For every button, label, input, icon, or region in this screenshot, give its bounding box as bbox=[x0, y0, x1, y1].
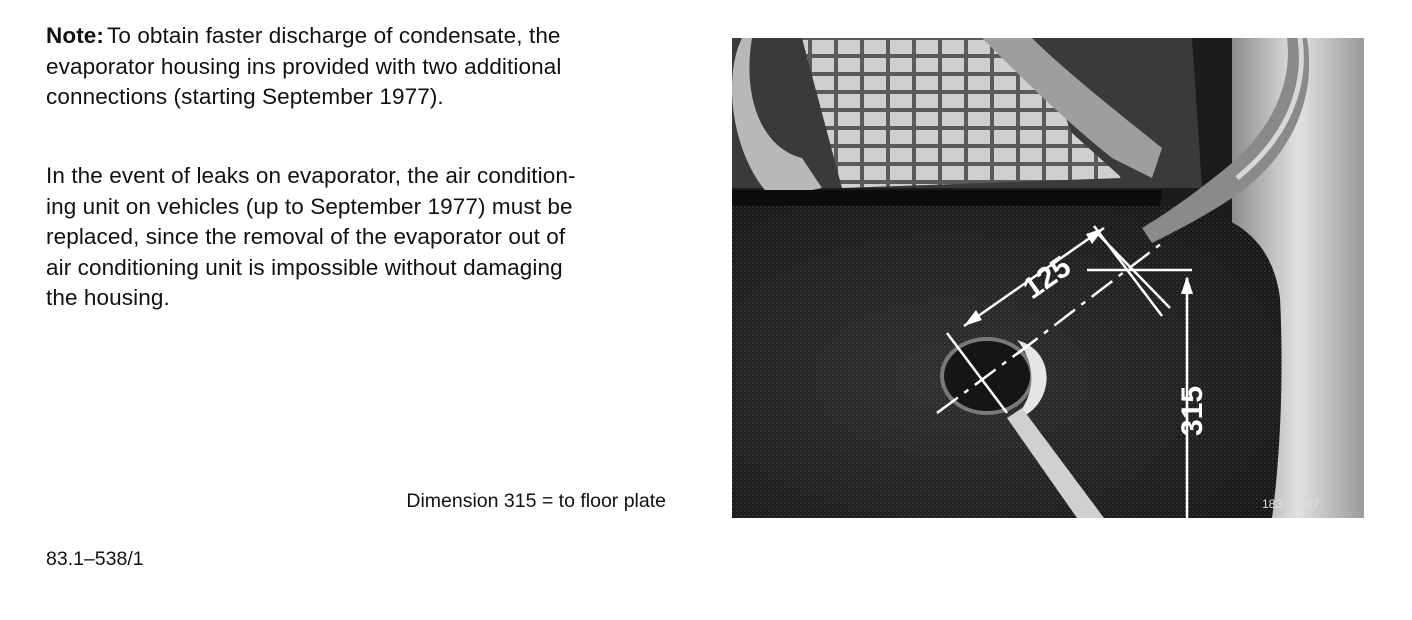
note-paragraph bbox=[46, 21, 686, 113]
leak-line-2: ing unit on vehicles (up to September 1977) must be bbox=[46, 193, 573, 219]
figure-caption: Dimension 315 = to floor plate bbox=[406, 490, 666, 512]
leak-line-5: the housing. bbox=[46, 285, 170, 310]
evaporator-photo bbox=[732, 38, 1364, 518]
note-line-2: evaporator housing ins provided with two additional bbox=[46, 53, 562, 79]
housing-edge bbox=[732, 190, 1162, 206]
dimension-315-label: 315 bbox=[1176, 385, 1209, 436]
leak-line-1: In the event of leaks on evaporator, the air condition- bbox=[46, 163, 576, 188]
leak-paragraph bbox=[46, 161, 686, 314]
note-label: Note: bbox=[46, 23, 104, 48]
page-reference: 83.1–538/1 bbox=[46, 548, 144, 570]
note-line-1: To obtain faster discharge of condensate, the bbox=[107, 23, 561, 48]
note-line-3: connections (starting September 1977). bbox=[46, 84, 444, 109]
figure-number: 183-15207 bbox=[1262, 497, 1320, 511]
leak-line-4: air conditioning unit is impossible without damaging bbox=[46, 254, 563, 280]
leak-line-3: replaced, since the removal of the evaporator out of bbox=[46, 224, 566, 249]
dimension-125-label: 125 bbox=[1017, 249, 1078, 306]
